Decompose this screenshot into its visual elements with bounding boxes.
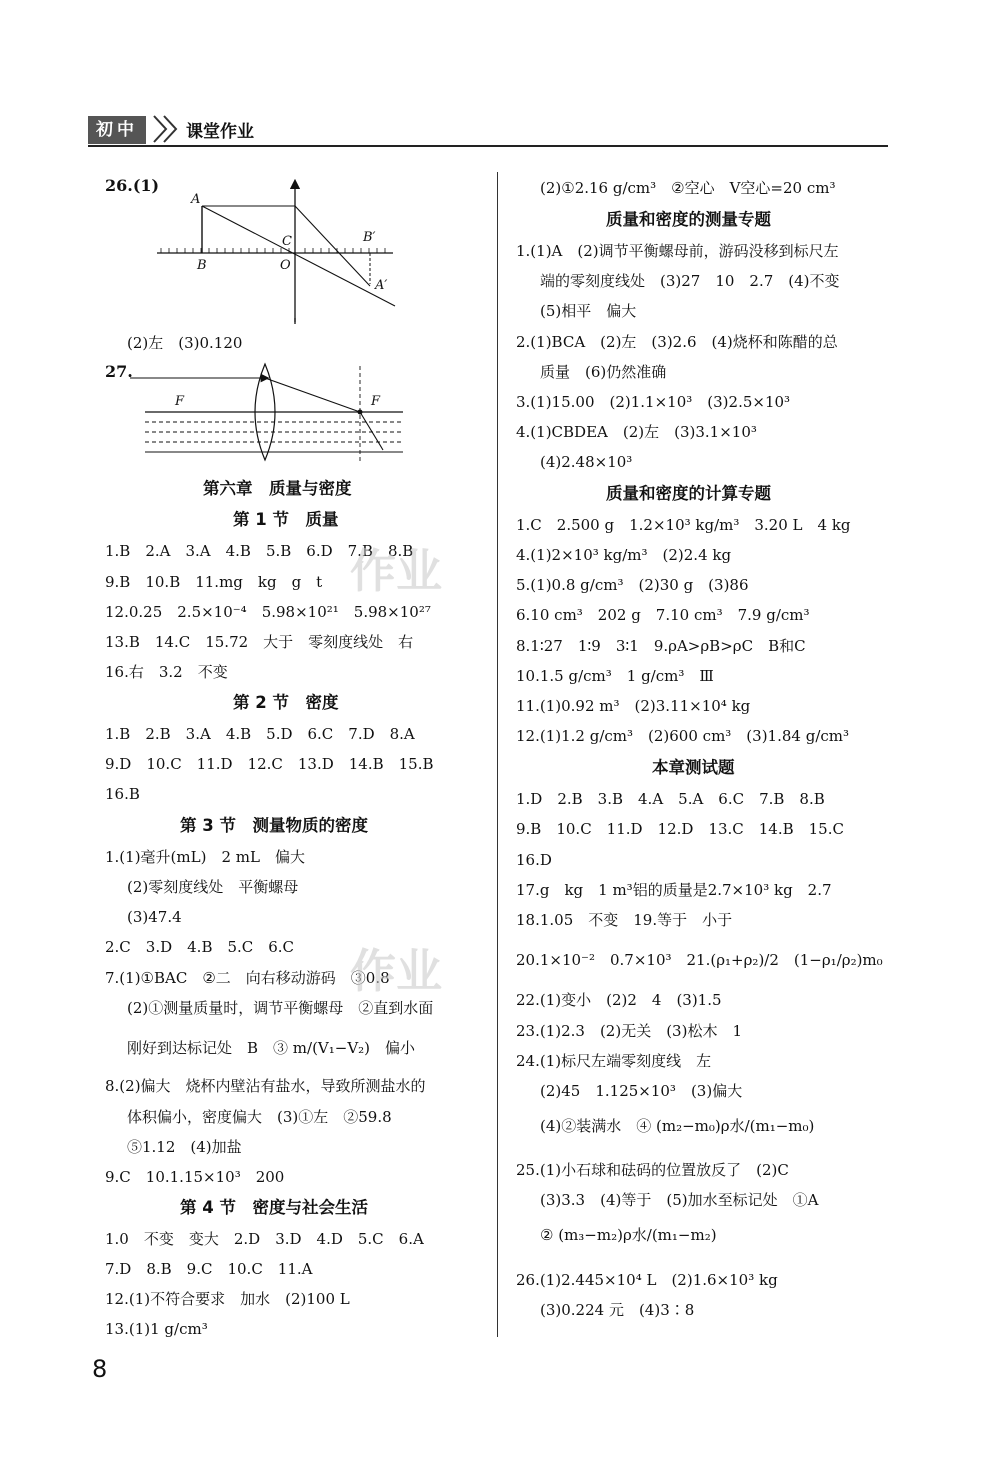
section-title: 第 4 节 密度与社会生活: [180, 1198, 368, 1217]
convex-lens-diagram: [105, 362, 405, 472]
point-B-label: B: [197, 258, 207, 273]
answer-line: 13.B 14.C 15.72 大于 零刻度线处 右: [105, 633, 414, 651]
double-chevron-icon: [150, 112, 190, 146]
answer-line: 4.(1)2×10³ kg/m³ (2)2.4 kg: [516, 546, 732, 564]
answer-line: 1.(1)毫升(mL) 2 mL 偏大: [105, 848, 305, 866]
answer-line: (3)47.4: [127, 908, 182, 926]
header-title: 课堂作业: [186, 122, 254, 142]
section-title: 本章测试题: [652, 758, 735, 777]
answer-line: (2)①2.16 g/cm³ ②空心 V空心=20 cm³: [540, 179, 836, 197]
answer-line: 4.(1)CBDEA (2)左 (3)3.1×10³: [516, 423, 757, 441]
answer-line: 2.(1)BCA (2)左 (3)2.6 (4)烧杯和陈醋的总: [516, 333, 838, 351]
point-O-label: O: [280, 258, 291, 273]
answer-line: 12.(1)不符合要求 加水 (2)100 L: [105, 1290, 350, 1308]
section-title: 质量和密度的计算专题: [606, 484, 771, 503]
answer-line: 11.(1)0.92 m³ (2)3.11×10⁴ kg: [516, 697, 751, 715]
answer-line: ② (m₃−m₂)ρ水/(m₁−m₂): [540, 1226, 717, 1244]
chapter-title: 第六章 质量与密度: [203, 479, 352, 498]
answer-line: 1.B 2.A 3.A 4.B 5.B 6.D 7.B 8.B: [105, 542, 414, 560]
section-title: 质量和密度的测量专题: [606, 210, 771, 229]
answer-line: 12.0.25 2.5×10⁻⁴ 5.98×10²¹ 5.98×10²⁷: [105, 603, 431, 621]
answer-line: 9.B 10.C 11.D 12.D 13.C 14.B 15.C: [516, 820, 844, 838]
answer-line: (3)0.224 元 (4)3∶8: [540, 1301, 695, 1319]
answer-line: 6.10 cm³ 202 g 7.10 cm³ 7.9 g/cm³: [516, 606, 810, 624]
focus-right-label: F: [371, 394, 381, 409]
focus-left-label: F: [175, 394, 185, 409]
answer-line: 25.(1)小石球和砝码的位置放反了 (2)C: [516, 1161, 789, 1179]
answer-line: 16.右 3.2 不变: [105, 663, 228, 681]
section-title: 第 3 节 测量物质的密度: [180, 816, 368, 835]
answer-line: 1.(1)A (2)调节平衡螺母前，游码没移到标尺左: [516, 242, 839, 260]
column-divider: [497, 172, 498, 1337]
answer-line: 8.1∶27 1∶9 3∶1 9.ρA>ρB>ρC B和C: [516, 637, 806, 655]
answer-line: 7.D 8.B 9.C 10.C 11.A: [105, 1260, 313, 1278]
figure-26: [105, 176, 405, 326]
answer-line: 13.(1)1 g/cm³: [105, 1320, 208, 1338]
answer-line: 3.(1)15.00 (2)1.1×10³ (3)2.5×10³: [516, 393, 791, 411]
answer-line: 17.g kg 1 m³铝的质量是2.7×10³ kg 2.7: [516, 881, 832, 899]
answer-line: 5.(1)0.8 g/cm³ (2)30 g (3)86: [516, 576, 749, 594]
answer-line: 10.1.5 g/cm³ 1 g/cm³ Ⅲ: [516, 667, 714, 685]
header-tag: 初中: [88, 116, 146, 144]
answer-line: 9.D 10.C 11.D 12.C 13.D 14.B 15.B: [105, 755, 434, 773]
answer-line: (2)左 (3)0.120: [127, 334, 243, 352]
page-header: [88, 112, 888, 146]
answer-line: 18.1.05 不变 19.等于 小于: [516, 911, 733, 929]
answer-line: 9.B 10.B 11.mg kg g t: [105, 573, 323, 591]
answer-line: (2)45 1.125×10³ (3)偏大: [540, 1082, 743, 1100]
answer-line: 1.0 不变 变大 2.D 3.D 4.D 5.C 6.A: [105, 1230, 424, 1248]
answer-line: 质量 (6)仍然准确: [540, 363, 667, 381]
answer-line: ⑤1.12 (4)加盐: [127, 1138, 242, 1156]
answer-line: (2)零刻度线处 平衡螺母: [127, 878, 299, 896]
figure-27-label: 27.: [105, 362, 133, 381]
answer-line: 2.C 3.D 4.B 5.C 6.C: [105, 938, 295, 956]
section-title: 第 1 节 质量: [233, 510, 339, 529]
answer-line: 体积偏小，密度偏大 (3)①左 ②59.8: [127, 1108, 392, 1126]
answer-line: 20.1×10⁻² 0.7×10³ 21.(ρ₁+ρ₂)/2 (1−ρ₁/ρ₂)m₀: [516, 951, 883, 969]
answer-line: 16.D: [516, 851, 552, 869]
answer-line: (2)①测量质量时，调节平衡螺母 ②直到水面: [127, 999, 434, 1017]
answer-line: 7.(1)①BAC ②二 向右移动游码 ③0.8: [105, 969, 390, 987]
figure-26-label: 26.(1): [105, 176, 160, 195]
answer-line: 9.C 10.1.15×10³ 200: [105, 1168, 285, 1186]
answer-line: 22.(1)变小 (2)2 4 (3)1.5: [516, 991, 722, 1009]
answer-line: (5)相平 偏大: [540, 302, 637, 320]
answer-line: (4)②装满水 ④ (m₂−m₀)ρ水/(m₁−m₀): [540, 1117, 815, 1135]
figure-27: [105, 362, 405, 472]
answer-line: 23.(1)2.3 (2)无关 (3)松木 1: [516, 1022, 742, 1040]
point-A-label: A: [191, 192, 201, 207]
header-rule: [88, 145, 888, 147]
answer-line: 刚好到达标记处 B ③ m/(V₁−V₂) 偏小: [127, 1039, 416, 1057]
answer-line: 16.B: [105, 785, 140, 803]
lens-ray-diagram: [105, 176, 405, 326]
answer-line: (4)2.48×10³: [540, 453, 633, 471]
watermark: 作业: [350, 944, 442, 998]
answer-line: (3)3.3 (4)等于 (5)加水至标记处 ①A: [540, 1191, 819, 1209]
answer-line: 26.(1)2.445×10⁴ L (2)1.6×10³ kg: [516, 1271, 778, 1289]
page-number: 8: [92, 1355, 108, 1383]
watermark: 作业: [350, 544, 442, 598]
answer-line: 1.B 2.B 3.A 4.B 5.D 6.C 7.D 8.A: [105, 725, 415, 743]
answer-line: 1.D 2.B 3.B 4.A 5.A 6.C 7.B 8.B: [516, 790, 825, 808]
section-title: 第 2 节 密度: [233, 693, 339, 712]
point-B-prime-label: B′: [363, 230, 376, 245]
point-C-label: C: [282, 234, 292, 249]
answer-line: 24.(1)标尺左端零刻度线 左: [516, 1052, 712, 1070]
point-A-prime-label: A′: [375, 278, 388, 293]
answer-line: 端的零刻度线处 (3)27 10 2.7 (4)不变: [540, 272, 840, 290]
answer-line: 12.(1)1.2 g/cm³ (2)600 cm³ (3)1.84 g/cm³: [516, 727, 850, 745]
answer-line: 8.(2)偏大 烧杯内壁沾有盐水，导致所测盐水的: [105, 1077, 426, 1095]
answer-line: 1.C 2.500 g 1.2×10³ kg/m³ 3.20 L 4 kg: [516, 516, 851, 534]
